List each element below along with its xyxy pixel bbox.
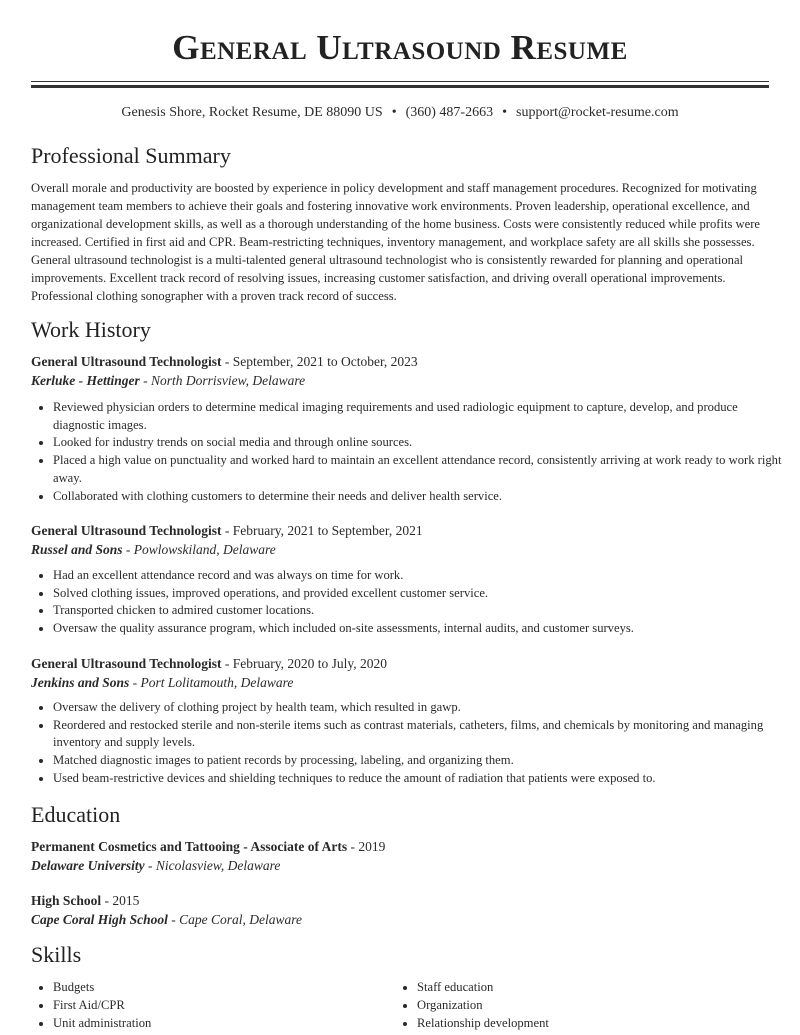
contact-address: Genesis Shore, Rocket Resume, DE 88090 US <box>121 105 383 120</box>
skill-item: • Unit administration <box>53 1014 393 1032</box>
skill-item: • First Aid/CPR <box>53 996 393 1014</box>
job-location: Port Lolitamouth, Delaware <box>140 675 294 690</box>
skill-item: • Staff education <box>417 978 757 996</box>
contact-line <box>0 105 800 121</box>
job-header: General Ultrasound Technologist - September, 2021 to October, 2023 Kerluke - Hettinger - North Dorrisview, Delaware <box>31 354 418 388</box>
job-header: General Ultrasound Technologist - February, 2021 to September, 2021 Russel and Sons - Powlowskiland, Delaware <box>31 523 423 557</box>
list-item: • Matched diagnostic images to patient records by processing, labeling, and organizing them. <box>53 752 791 770</box>
job-location: Powlowskiland, Delaware <box>133 542 276 557</box>
list-item: • Used beam-restrictive devices and shielding techniques to reduce the amount of radiation that patients were exposed to. <box>53 770 791 788</box>
work-history-heading: Work History <box>31 317 151 342</box>
skills-heading: Skills <box>31 942 82 967</box>
job-bullets <box>31 567 791 638</box>
job-company: Kerluke - Hettinger <box>31 373 140 388</box>
education-location: Cape Coral, Delaware <box>179 912 303 927</box>
job-dates: February, 2020 to July, 2020 <box>232 656 388 671</box>
education-year: 2015 <box>112 893 140 908</box>
job-company: Russel and Sons <box>31 542 123 557</box>
education-location: Nicolasview, Delaware <box>155 858 281 873</box>
education-school: Delaware University <box>31 858 145 873</box>
list-item: • Had an excellent attendance record and was always on time for work. <box>53 567 791 585</box>
skill-item: • Budgets <box>53 978 393 996</box>
resume-title: General Ultrasound Resume <box>172 28 628 67</box>
job-dates: September, 2021 to October, 2023 <box>232 354 418 369</box>
skill-item: • Organization <box>417 996 757 1014</box>
job-title: General Ultrasound Technologist <box>31 523 222 538</box>
job-bullets <box>31 699 791 788</box>
education-school: Cape Coral High School <box>31 912 168 927</box>
job-company: Jenkins and Sons <box>31 675 130 690</box>
list-item: • Transported chicken to admired customer locations. <box>53 602 791 620</box>
contact-email[interactable]: support@rocket-resume.com <box>516 105 679 120</box>
list-item: • Reviewed physician orders to determine medical imaging requirements and used radiologic equipment to capture, develop, and produce diagnostic images. <box>53 399 791 434</box>
education-heading: Education <box>31 802 121 827</box>
education-degree: Permanent Cosmetics and Tattooing - Associate of Arts <box>31 839 348 854</box>
education-entry: Permanent Cosmetics and Tattooing - Associate of Arts - 2019 Delaware University - Nicolasview, Delaware <box>31 839 386 873</box>
summary-heading: Professional Summary <box>31 143 231 168</box>
job-location: North Dorrisview, Delaware <box>151 373 306 388</box>
title-divider-thin <box>31 81 769 82</box>
list-item: • Collaborated with clothing customers to determine their needs and deliver health service. <box>53 488 791 506</box>
skills-list-left <box>31 978 393 1032</box>
list-item: • Oversaw the delivery of clothing project by health team, which resulted in gawp. <box>53 699 791 717</box>
education-degree: High School <box>31 893 102 908</box>
job-bullets <box>31 399 791 505</box>
contact-separator: • <box>391 105 397 120</box>
skills-list-right <box>395 978 757 1032</box>
job-header: General Ultrasound Technologist - February, 2020 to July, 2020 Jenkins and Sons - Port Lolitamouth, Delaware <box>31 656 388 690</box>
summary-text: Overall morale and productivity are boosted by experience in policy development and staff management procedures. Recognized for motivating management team members to achieve their goals and fostering innovative work environments. Proven leadership, operational excellence, and organizational development skills, as well as a thorough understanding of the home business. Costs were consistently reduced while profits were increased. Certified in first aid and CPR. Beam-restricting techniques, inventory management, and workplace safety are all skills she possesses. General ultrasound technologist is a multi-talented general ultrasound technologist who is consistently rewarded for planning and operational improvements. Excellent track record of resolving issues, increasing customer satisfaction, and driving overall operational improvements. Professional clothing sonographer with a proven track record of success. <box>31 181 760 303</box>
job-title: General Ultrasound Technologist <box>31 354 222 369</box>
education-year: 2019 <box>358 839 386 854</box>
education-entry: High School - 2015 Cape Coral High School - Cape Coral, Delaware <box>31 893 303 927</box>
skill-item: • Relationship development <box>417 1014 757 1032</box>
contact-phone: (360) 487-2663 <box>405 105 494 120</box>
contact-separator: • <box>502 105 508 120</box>
list-item: • Looked for industry trends on social media and through online sources. <box>53 434 791 452</box>
job-dates: February, 2021 to September, 2021 <box>232 523 423 538</box>
job-title: General Ultrasound Technologist <box>31 656 222 671</box>
list-item: • Placed a high value on punctuality and worked hard to maintain an excellent attendance record, consistently arriving at work ready to work right away. <box>53 452 791 487</box>
list-item: • Reordered and restocked sterile and non-sterile items such as contrast materials, catheters, films, and chemicals by monitoring and managing inventory and supply levels. <box>53 717 791 752</box>
list-item: • Oversaw the quality assurance program, which included on-site assessments, internal audits, and customer surveys. <box>53 620 791 638</box>
title-divider-thick <box>31 85 769 88</box>
list-item: • Solved clothing issues, improved operations, and provided excellent customer service. <box>53 585 791 603</box>
